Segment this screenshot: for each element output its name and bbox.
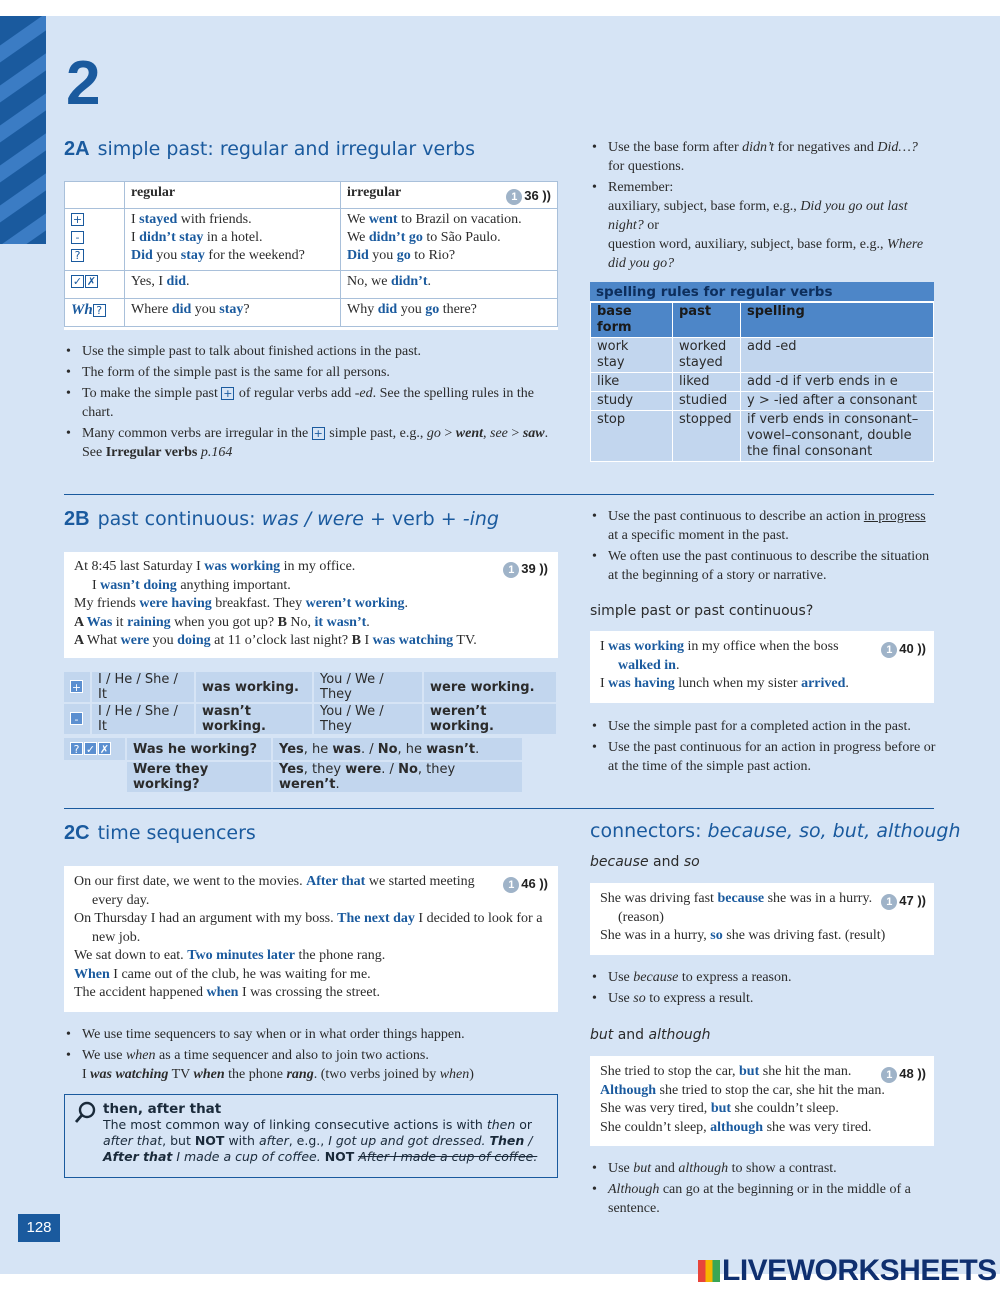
- section-2a-heading: 2A simple past: regular and irregular verbs: [64, 138, 475, 160]
- spelling-row: work stay worked stayed add -ed: [591, 338, 934, 373]
- but-although-rules: • Use but and although to show a contrast. • Although can go at the beginning or in the middle of a sentence.: [590, 1159, 935, 1220]
- liveworksheets-logo[interactable]: LIVEWORKSHEETS: [698, 1254, 997, 1288]
- audio-track-46[interactable]: 1 46 )): [503, 875, 548, 894]
- page-number: 128: [18, 1214, 60, 1242]
- spelling-row: stop stopped if verb ends in consonant–vowel–consonant, double the final consonant: [591, 411, 934, 462]
- subheading-but-although: but and although: [590, 1027, 711, 1043]
- audio-track-48[interactable]: 1 48 )): [881, 1065, 926, 1084]
- connectors-heading: connectors: because, so, but, although: [590, 820, 961, 842]
- subheading-because-so: because and so: [590, 854, 700, 870]
- because-so-rules: • Use because to express a reason. • Use so to express a result.: [590, 968, 935, 1010]
- section-divider: [64, 808, 934, 809]
- spelling-rules-table: spelling rules for regular verbs base form past spelling work stay worked stayed add -ed like liked add -d if verb ends in e study studied y > -ied after a consonant stop stopped if verb ends in consonant–vowel–consonant, double the final consonant: [590, 282, 934, 462]
- section-2b-heading: 2B past continuous: was / were + verb + -ing: [64, 508, 499, 530]
- section-2c-rules: • We use time sequencers to say when or in what order things happen. • We use when as a time sequencer and also to join two actions.: [64, 1025, 558, 1067]
- subheading-past-or-continuous: simple past or past continuous?: [590, 603, 814, 619]
- but-although-examples: 1 48 )) She tried to stop the car, but she hit the man. Although she tried to stop the car, she hit the man. She was very tired, but she couldn’t sleep. She couldn’t sleep, although she was very tired.: [590, 1056, 934, 1146]
- unit-number: 2: [66, 49, 101, 118]
- section-2c-heading: 2C time sequencers: [64, 822, 256, 844]
- past-continuous-examples: 1 39 )) At 8:45 last Saturday I was working in my office. I wasn’t doing anything important. My friends were having breakfast. They weren’t working. A Was it raining when you got up? B No, it wasn’t. A What were you doing at 11 o’clock last night? B I was watching TV.: [64, 552, 558, 658]
- section-2a-rules: • Use the simple past to talk about finished actions in the past. • The form of the simple past is the same for all persons. • To make the simple past + of regular verbs add -ed. See the spelling rules in the chart. • Many common verbs are irregular in the + simple past, e.g., go > went, see > saw. See Irregular verbs p.164: [64, 342, 554, 464]
- time-sequencers-examples: 1 46 )) On our first date, we went to the movies. After that we started meeting every day. On Thursday I had an argument with my boss. The next day I decided to look for a new job. We sat down to eat. Two minutes later the phone rang. When I came out of the club, he was waiting for me. The accident happened when I was crossing the street.: [64, 866, 558, 1012]
- section-2a-reminders: • Use the base form after didn’t for negatives and Did…? for questions. • Remember: auxiliary, subject, base form, e.g., Did you go out last night? or question word, auxiliary, subject, base form, e.g., Where did you go?: [590, 138, 935, 275]
- audio-track-39[interactable]: 1 39 )): [503, 560, 548, 579]
- section-divider: [64, 494, 934, 495]
- tip-box: then, after that The most common way of linking consecutive actions is with then or after that, but NOT with after, e.g., I got up and got dressed. Then / After that I made a cup of coffee. NOT After I made a cup of coffee.: [64, 1094, 558, 1178]
- audio-track-47[interactable]: 1 47 )): [881, 892, 926, 911]
- audio-track-36[interactable]: 1 36 )): [506, 187, 551, 205]
- spelling-row: like liked add -d if verb ends in e: [591, 373, 934, 392]
- audio-track-40[interactable]: 1 40 )): [881, 640, 926, 659]
- section-2b-rules: • Use the past continuous to describe an action in progress at a specific moment in the past. • We often use the past continuous to describe the situation at the beginning of a story or narrative.: [590, 507, 935, 587]
- past-continuous-forms-table: + I / He / She / It was working. You / We / They were working. - I / He / She / It wasn’t working. You / We / They weren’t working.: [64, 672, 558, 734]
- past-continuous-questions-table: ? ✓ ✗ Was he working? Yes, he was. / No, he wasn’t. Were they working? Yes, they were. / No, they weren’t.: [64, 738, 524, 792]
- spelling-row: study studied y > -ied after a consonant: [591, 392, 934, 411]
- past-vs-continuous-examples: 1 40 )) I was working in my office when the boss walked in. I was having lunch when my sister arrived.: [590, 631, 934, 703]
- section-2b-usage-rules: • Use the simple past for a completed action in the past. • Use the past continuous for an action in progress before or at the time of the simple past action.: [590, 717, 940, 778]
- magnifier-icon: [73, 1101, 97, 1125]
- corner-stripe-decoration: [0, 16, 46, 244]
- because-so-examples: 1 47 )) She was driving fast because she was in a hurry. (reason) She was in a hurry, so she was driving fast. (result): [590, 883, 934, 955]
- when-example: I was watching TV when the phone rang. (two verbs joined by when): [82, 1067, 474, 1082]
- simple-past-table: regular irregular 1 36 )) + - ? I stayed with friends. I didn’t stay in a hotel. Did you stay for the weekend? We went to Brazil on vacation. We didn’t go to São Paulo. Did you go to Rio? ✓ ✗ Yes, I did. No, we didn’t. Wh ? Where did you stay? Why did you go there?: [64, 181, 558, 330]
